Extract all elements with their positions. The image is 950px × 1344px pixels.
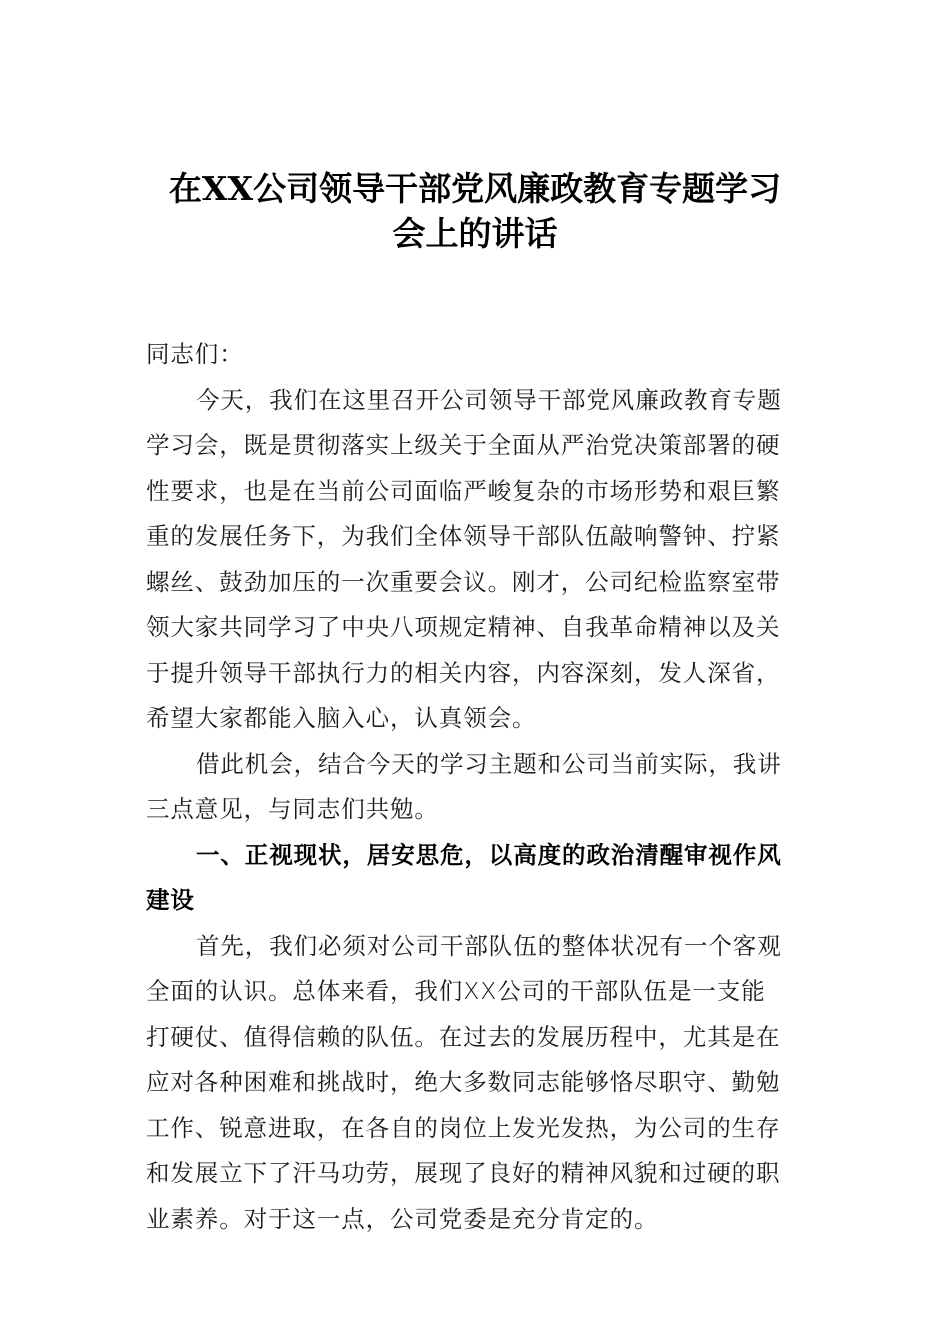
- paragraph-line: 首先，我们必须对公司干部队伍的整体状况有一个客观: [196, 931, 782, 960]
- document-title-line-1: 在XX公司领导干部党风廉政教育专题学习: [168, 169, 782, 208]
- paragraph-line: 打硬仗、值得信赖的队伍。在过去的发展历程中，尤其是在: [146, 1022, 781, 1051]
- paragraph-line: 全面的认识。总体来看，我们XX公司的干部队伍是一支能: [146, 977, 766, 1005]
- paragraph-line: 性要求，也是在当前公司面临严峻复杂的市场形势和艰巨繁: [146, 476, 781, 505]
- paragraph-line: 希望大家都能入脑入心，认真领会。: [146, 704, 537, 732]
- document-title-line-2: 会上的讲话: [392, 214, 558, 253]
- paragraph-three-points: [146, 742, 810, 833]
- salutation: 同志们：: [146, 340, 244, 368]
- paragraph-line: 于提升领导干部执行力的相关内容，内容深刻，发人深省，: [146, 658, 781, 687]
- paragraph-line: 螺丝、鼓劲加压的一次重要会议。刚才，公司纪检监察室带: [146, 567, 781, 596]
- heading-line: 建设: [146, 886, 195, 914]
- paragraph-line: 学习会，既是贯彻落实上级关于全面从严治党决策部署的硬: [146, 431, 781, 459]
- paragraph-line: 业素养。对于这一点，公司党委是充分肯定的。: [146, 1204, 659, 1233]
- section-heading-1: [146, 833, 810, 924]
- paragraph-line: 今天，我们在这里召开公司领导干部党风廉政教育专题: [196, 385, 782, 414]
- paragraph-current-status: [146, 924, 810, 1243]
- paragraph-line: 应对各种困难和挑战时，绝大多数同志能够恪尽职守、勤勉: [146, 1068, 781, 1096]
- paragraph-line: 和发展立下了汗马功劳，展现了良好的精神风貌和过硬的职: [146, 1159, 781, 1187]
- document-body: [146, 332, 810, 1242]
- heading-line: 一、正视现状，居安思危，以高度的政治清醒审视作风: [196, 840, 782, 869]
- paragraph-line: 三点意见，与同志们共勉。: [146, 795, 439, 823]
- paragraph-opening: [146, 378, 810, 742]
- paragraph-line: 重的发展任务下，为我们全体领导干部队伍敲响警钟、拧紧: [146, 522, 781, 550]
- paragraph-line: 借此机会，结合今天的学习主题和公司当前实际，我讲: [196, 749, 782, 778]
- paragraph-line: 领大家共同学习了中央八项规定精神、自我革命精神以及关: [146, 613, 781, 641]
- paragraph-line: 工作、锐意进取，在各自的岗位上发光发热，为公司的生存: [146, 1113, 781, 1142]
